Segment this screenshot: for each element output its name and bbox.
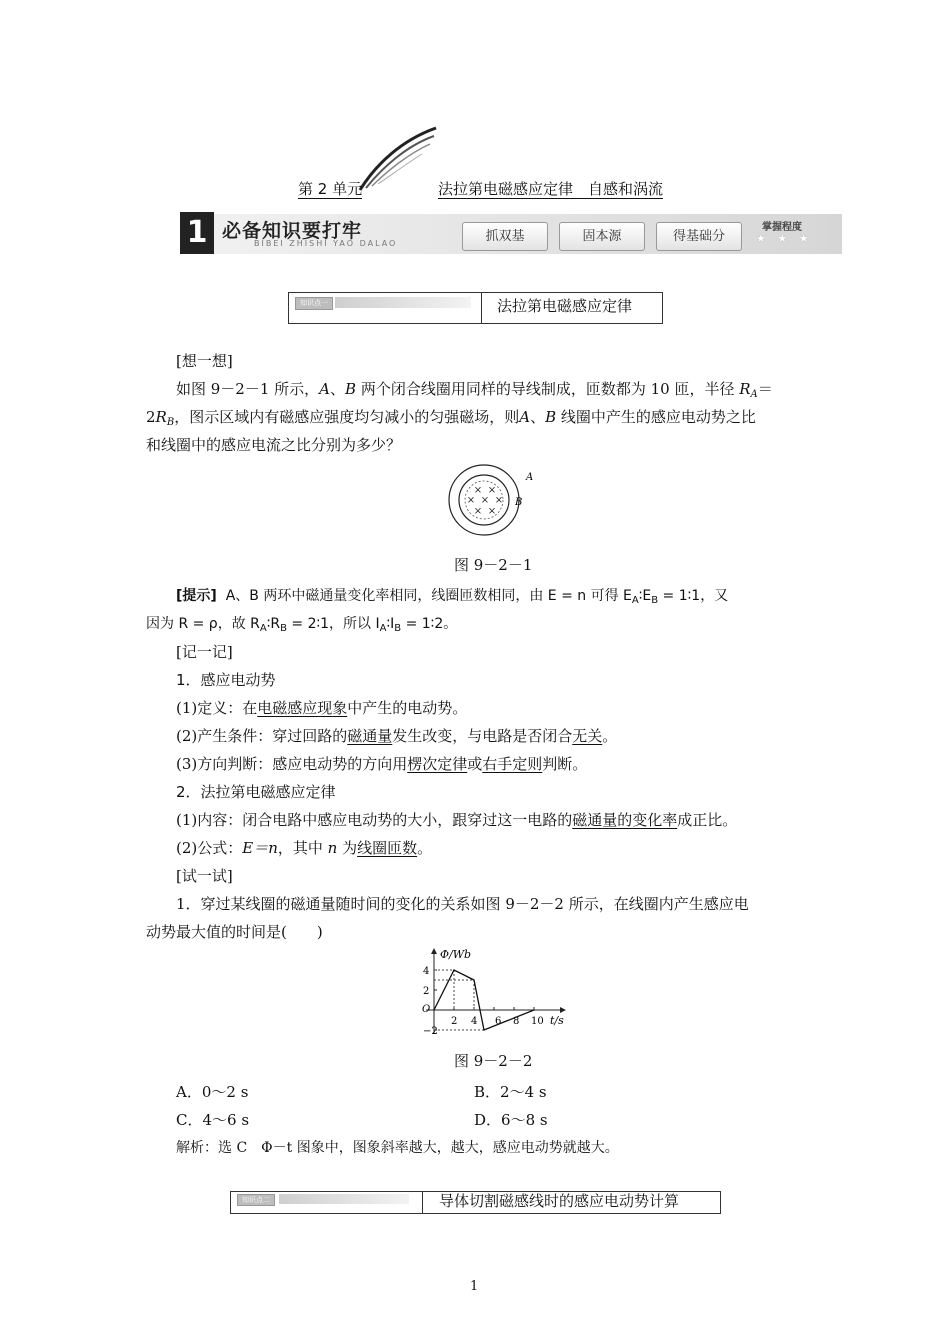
x-tick-label: 2 xyxy=(451,1016,458,1027)
x-tick-label: 6 xyxy=(495,1016,502,1027)
x-axis-arrow-icon xyxy=(560,1007,566,1013)
divider xyxy=(422,1192,423,1213)
x-tick-label: 10 xyxy=(531,1016,544,1027)
y-axis-label: Φ/Wb xyxy=(440,948,472,961)
section-subtitle: BIBEI ZHISHI YAO DALAO xyxy=(254,239,398,248)
knowledge-point-bar xyxy=(279,1194,409,1204)
field-cross-mark: × xyxy=(466,495,476,506)
knowledge-point-tag: 知识点二 xyxy=(237,1194,275,1206)
mastery-label: 掌握程度 xyxy=(762,222,802,233)
tag-button-score: 得基础分 xyxy=(656,222,742,251)
y-tick-label: 4 xyxy=(423,966,430,977)
figure-concentric-coils xyxy=(444,462,540,542)
option-a: A．0～2 s xyxy=(176,1083,249,1101)
y-tick-label: −2 xyxy=(423,1026,438,1037)
origin-label: O xyxy=(422,1004,431,1015)
field-cross-mark: × xyxy=(473,506,483,517)
remember-definition: (1)定义：在电磁感应现象中产生的电动势。 xyxy=(176,699,468,717)
remember-content: (1)内容：闭合电路中感应电动势的大小，跟穿过这一电路的磁通量的变化率成正比。 xyxy=(176,811,738,829)
flux-data-point xyxy=(473,979,474,980)
flux-data-point xyxy=(483,1029,484,1030)
try-heading: [试一试] xyxy=(176,867,233,885)
section-number: 1 xyxy=(180,212,214,254)
flux-data-point xyxy=(453,969,454,970)
tag-button-foundation: 固本源 xyxy=(559,222,645,251)
figure-2-caption: 图 9－2－2 xyxy=(454,1052,533,1070)
knowledge-point-title: 法拉第电磁感应定律 xyxy=(497,297,633,315)
field-cross-mark: × xyxy=(494,495,504,506)
field-cross-mark: × xyxy=(480,495,490,506)
analysis-text: 解析：选 C Φ－t 图象中，图象斜率越大，越大，感应电动势就越大。 xyxy=(176,1140,619,1156)
remember-section-2: 2．法拉第电磁感应定律 xyxy=(176,783,336,801)
flux-data-point xyxy=(433,1009,434,1010)
option-b: B．2～4 s xyxy=(474,1083,547,1101)
remember-condition: (2)产生条件：穿过回路的磁通量发生改变，与电路是否闭合无关。 xyxy=(176,727,618,745)
figure-1-caption: 图 9－2－1 xyxy=(454,556,533,574)
remember-section-1: 1．感应电动势 xyxy=(176,671,276,689)
option-c: C．4～6 s xyxy=(176,1111,250,1129)
x-axis-label: t/s xyxy=(550,1014,564,1027)
knowledge-point-1 xyxy=(288,292,663,324)
coil-a-label: A xyxy=(526,472,534,483)
think-question-line-1: 如图 9－2－1 所示，A、B 两个闭合线圈用同样的导线制成，匝数都为 10 匝，半径 $R_A=$ xyxy=(176,380,773,400)
option-d: D．6～8 s xyxy=(474,1111,548,1129)
mastery-stars-icon: ★ ★ ★ xyxy=(756,232,813,245)
field-cross-mark: × xyxy=(487,485,497,496)
try-question-line-2: 动势最大值的时间是( ) xyxy=(146,923,323,941)
x-tick-label: 4 xyxy=(471,1016,478,1027)
tag-button-basics: 抓双基 xyxy=(462,222,548,251)
flux-time-chart xyxy=(414,946,574,1040)
coil-b-label: B xyxy=(515,497,523,508)
hint-line-1: [提示] A、B 两环中磁通量变化率相同，线圈匝数相同，由 E = n 可得 $E_A∶E_B$ = 1∶1，又 xyxy=(176,588,729,606)
remember-formula: (2)公式：E＝n，其中 n 为线圈匝数。 xyxy=(176,839,433,857)
y-tick-label: 2 xyxy=(423,986,430,997)
field-cross-mark: × xyxy=(473,485,483,496)
header-swoosh-icon xyxy=(356,124,440,194)
page-number: 1 xyxy=(470,1279,479,1294)
hint-line-2: 因为 R = ρ，故 $R_A∶R_B$ = 2∶1，所以 $I_A∶I_B$ = 1∶2。 xyxy=(146,616,458,634)
remember-direction: (3)方向判断：感应电动势的方向用楞次定律或右手定则判断。 xyxy=(176,755,588,773)
x-tick-label: 8 xyxy=(513,1016,520,1027)
section-title: 必备知识要打牢 xyxy=(222,220,363,242)
think-question-line-3: 和线圈中的感应电流之比分别为多少？ xyxy=(146,436,402,454)
y-axis-arrow-icon xyxy=(431,948,437,954)
remember-heading: [记一记] xyxy=(176,643,233,661)
knowledge-point-tag: 知识点一 xyxy=(295,297,333,310)
page-title: 法拉第电磁感应定律 自感和涡流 xyxy=(438,180,664,198)
knowledge-point-2 xyxy=(230,1191,721,1214)
field-cross-mark: × xyxy=(487,506,497,517)
knowledge-point-bar xyxy=(335,297,471,308)
try-question-line-1: 1．穿过某线圈的磁通量随时间的变化的关系如图 9－2－2 所示，在线圈内产生感应电 xyxy=(176,895,749,913)
think-heading: [想一想] xyxy=(176,352,233,370)
unit-label: 第 2 单元 xyxy=(298,180,363,198)
divider xyxy=(481,293,482,323)
knowledge-point-title: 导体切割磁感线时的感应电动势计算 xyxy=(439,1192,680,1210)
flux-data-point xyxy=(533,1009,534,1010)
think-question-line-2: $2R_B$，图示区域内有磁感应强度均匀减小的匀强磁场，则A、B 线圈中产生的感应电动势之比 xyxy=(146,408,756,428)
